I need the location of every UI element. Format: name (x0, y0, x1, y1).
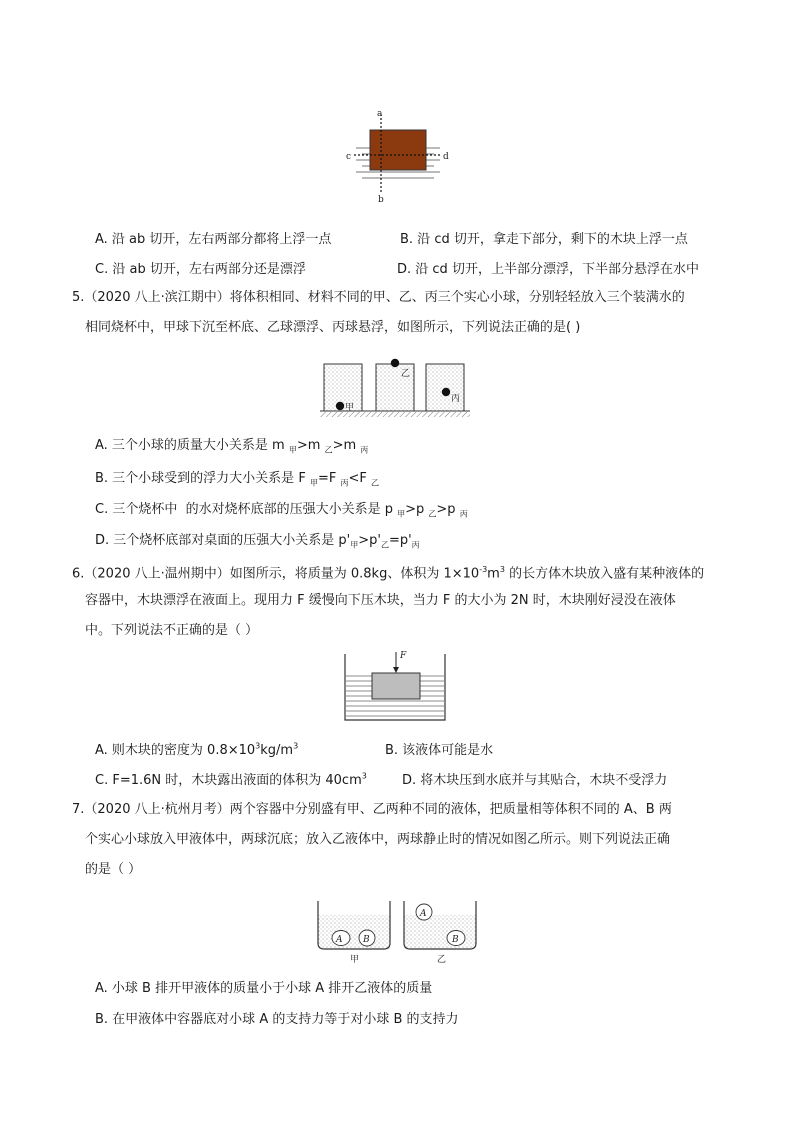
q6-option-d: D. 将木块压到水底并与其贴合，木块不受浮力 (402, 773, 668, 788)
q6-stem-line3: 中。下列说法不正确的是（ ） (85, 623, 259, 638)
label-container-jia: 甲 (350, 955, 360, 965)
three-beakers-figure (320, 355, 470, 419)
q4-option-b: B. 沿 cd 切开，拿走下部分，剩下的木块上浮一点 (400, 232, 688, 247)
q6-option-c: C. F=1.6N 时，木块露出液面的体积为 $40cm^3$ (95, 771, 367, 788)
two-containers-figure (314, 898, 480, 964)
q7-stem-line2: 个实心小球放入甲液体中，两球沉底；放入乙液体中，两球静止时的情况如图乙所示。则下列说法正确 (85, 832, 671, 847)
q7-stem-line3: 的是（ ） (85, 862, 142, 877)
label-bing: 丙 (451, 394, 461, 404)
q6-stem-line2: 容器中，木块漂浮在液面上。现用力 F 缓慢向下压木块，当力 F 的大小为 2N 时，木块刚好浸没在液体 (85, 593, 676, 608)
label-yi: 乙 (401, 369, 411, 379)
label-jia: 甲 (345, 403, 355, 413)
label-container-yi: 乙 (437, 955, 447, 965)
q4-option-a: A. 沿 ab 切开，左右两部分都将上浮一点 (95, 232, 332, 247)
q6-stem-line1: 6.（2020 八上·温州期中）如图所示，将质量为 0.8kg、体积为 $1\times 10^{-3}m^3$ 的长方体木块放入盛有某种液体的 (72, 565, 705, 582)
q5-option-c: C. 三个烧杯中 的水对烧杯底部的压强大小关系是 p $_甲$>p $_乙$>p $_丙$ (95, 502, 468, 519)
q7-option-a: A. 小球 B 排开甲液体的质量小于小球 A 排开乙液体的质量 (95, 981, 433, 996)
label-d: d (443, 152, 449, 162)
ball-a-right: A (420, 909, 427, 919)
q6-option-b: B. 该液体可能是水 (385, 743, 494, 758)
q4-option-d: D. 沿 cd 切开，上半部分漂浮，下半部分悬浮在水中 (397, 262, 699, 277)
q5-stem-line2: 相同烧杯中，甲球下沉至杯底、乙球漂浮、丙球悬浮，如图所示，下列说法正确的是( ) (85, 320, 581, 335)
q7-option-b: B. 在甲液体中容器底对小球 A 的支持力等于对小球 B 的支持力 (95, 1012, 459, 1027)
ball-b-left: B (363, 935, 370, 945)
q4-option-c: C. 沿 ab 切开，左右两部分还是漂浮 (95, 262, 306, 277)
q5-stem-line1: 5.（2020 八上·滨江期中）将体积相同、材料不同的甲、乙、丙三个实心小球，分别轻轻放入三个装满水的 (72, 290, 685, 305)
q5-option-b: B. 三个小球受到的浮力大小关系是 F $_甲$=F $_丙$<F $_乙$ (95, 471, 379, 488)
q7-stem-line1: 7.（2020 八上·杭州月考）两个容器中分别盛有甲、乙两种不同的液体，把质量相等体积不同的 A、B 两 (72, 802, 672, 817)
label-b: b (378, 195, 384, 205)
block-cut-figure (340, 108, 450, 203)
q5-option-d: D. 三个烧杯底部对桌面的压强大小关系是 $p'_甲>p'_乙=p'_丙$ (95, 533, 420, 550)
ball-b-right: B (452, 935, 459, 945)
label-f: F (400, 651, 407, 661)
q5-option-a: A. 三个小球的质量大小关系是 m $_甲$>m $_乙$>m $_丙$ (95, 438, 369, 455)
ball-a-left: A (336, 935, 343, 945)
label-a: a (377, 109, 383, 119)
q6-option-a: A. 则木块的密度为 $0.8\times 10^3kg/m^3$ (95, 741, 299, 758)
label-c: c (346, 152, 352, 162)
pressed-block-figure (340, 648, 450, 724)
